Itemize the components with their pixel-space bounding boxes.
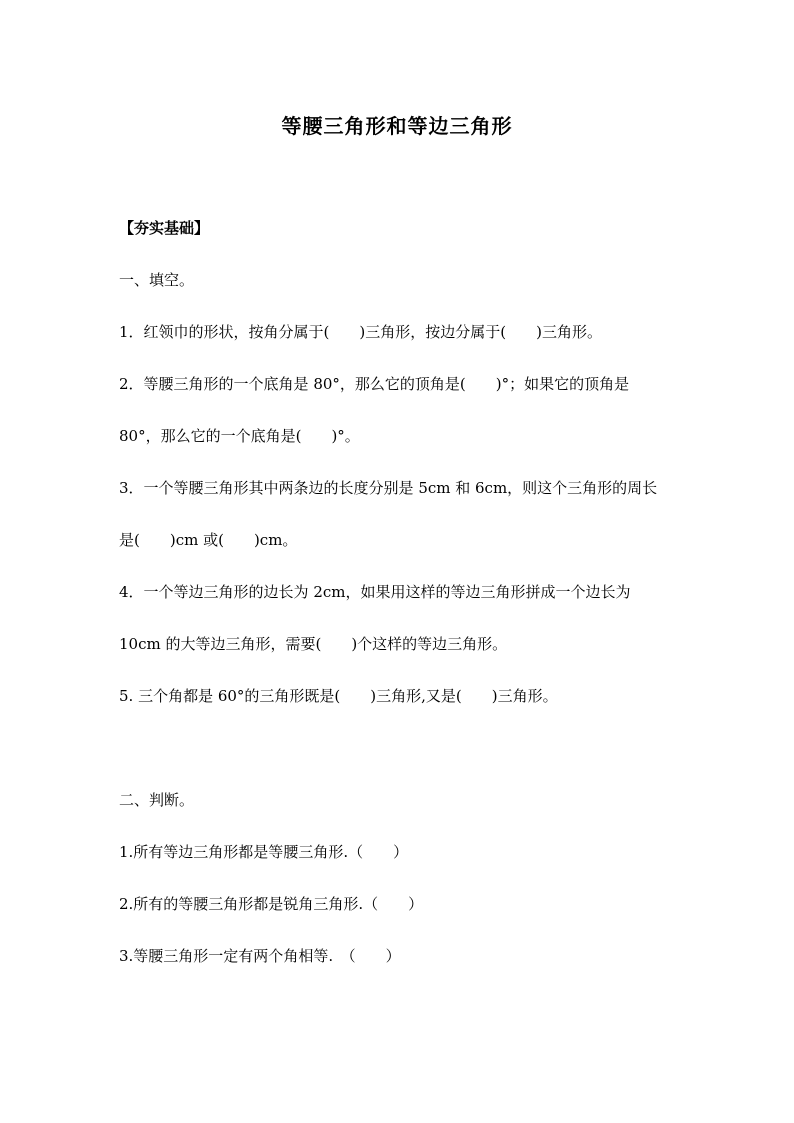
page-title: 等腰三角形和等边三角形 [281,114,513,138]
part1-heading: 一、填空。 [119,271,195,289]
question-1-5: 5. 三个角都是 60°的三角形既是( )三角形,又是( )三角形。 [119,687,558,705]
question-1-4-cont: 10cm 的大等边三角形，需要( )个这样的等边三角形。 [119,635,508,653]
question-1-2-cont: 80°，那么它的一个底角是( )°。 [119,427,360,445]
question-1-2: 2．等腰三角形的一个底角是 80°，那么它的顶角是( )°；如果它的顶角是 [119,375,630,393]
section-label: 【夯实基础】 [119,219,210,237]
question-2-2: 2.所有的等腰三角形都是锐角三角形.（ ） [119,895,424,913]
question-1-1: 1．红领巾的形状，按角分属于( )三角形，按边分属于( )三角形。 [119,323,602,341]
question-1-3-cont: 是( )cm 或( )cm。 [119,531,298,549]
question-1-4: 4．一个等边三角形的边长为 2cm，如果用这样的等边三角形拼成一个边长为 [119,583,631,601]
part2-heading: 二、判断。 [119,791,195,809]
question-2-3: 3.等腰三角形一定有两个角相等. （ ） [119,947,401,965]
question-1-3: 3．一个等腰三角形其中两条边的长度分别是 5cm 和 6cm，则这个三角形的周长 [119,479,658,497]
question-2-1: 1.所有等边三角形都是等腰三角形.（ ） [119,843,409,861]
